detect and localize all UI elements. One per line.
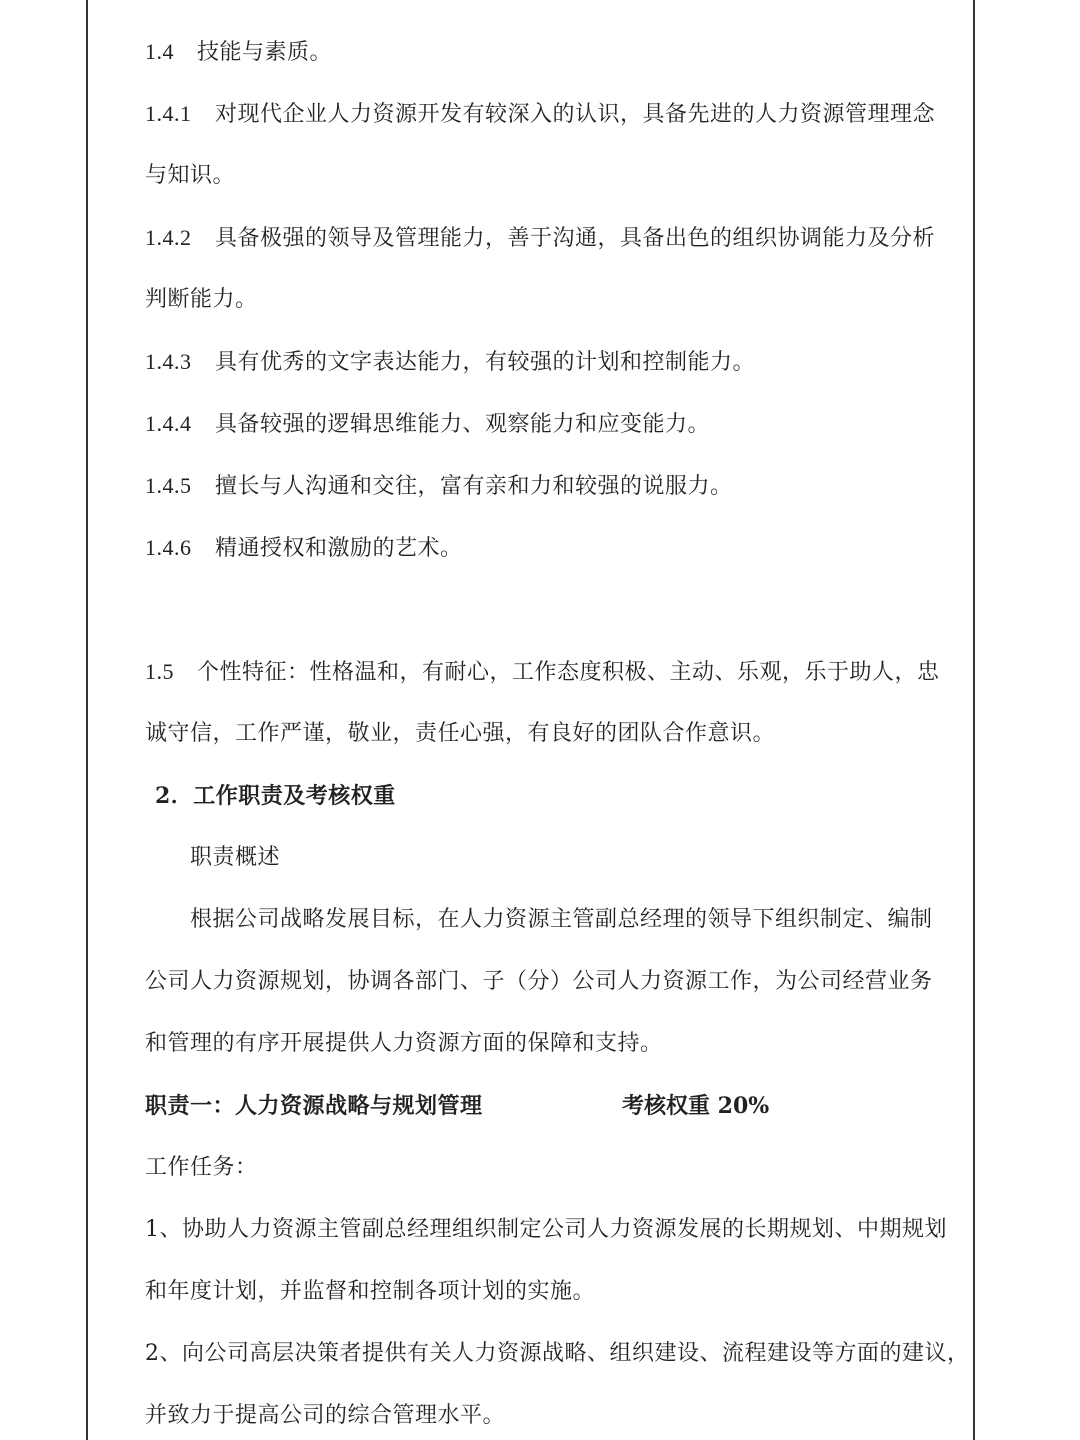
section-1-4-3 [145,347,755,378]
section-number: 1.4.3 [145,349,192,374]
task-1-line-2: 和年度计划，并监督和控制各项计划的实施。 [145,1279,596,1304]
section-1-5 [145,657,940,688]
section-text: 精通授权和激励的艺术。 [215,536,463,561]
section-text: 对现代企业人力资源开发有较深入的认识，具备先进的人力资源管理理念 [215,102,936,127]
tasks-label: 工作任务： [145,1155,258,1180]
task-2-line-1: 2、向公司高层决策者提供有关人力资源战略、组织建设、流程建设等方面的建议， [145,1341,970,1366]
task-1-line-1: 1、协助人力资源主管副总经理组织制定公司人力资源发展的长期规划、中期规划 [145,1217,947,1242]
overview-paragraph-line-3: 和管理的有序开展提供人力资源方面的保障和支持。 [145,1031,663,1056]
section-number: 1.4.4 [145,411,192,436]
overview-paragraph-line-2: 公司人力资源规划，协调各部门、子（分）公司人力资源工作，为公司经营业务 [145,969,933,994]
section-number: 1.4.6 [145,535,192,560]
table-border-right [973,0,975,1440]
section-1-4-6 [145,533,463,564]
section-text: 具备极强的领导及管理能力，善于沟通，具备出色的组织协调能力及分析 [215,226,936,251]
section-1-4-2-continued: 判断能力。 [145,287,258,312]
section-1-4-2 [145,223,935,254]
section-1-4-1 [145,99,935,130]
duty-1-weight: 考核权重 20% [622,1093,770,1119]
duty-1-title: 职责一：人力资源战略与规划管理 [145,1093,483,1119]
section-1-5-continued: 诚守信，工作严谨，敬业，责任心强，有良好的团队合作意识。 [145,721,776,746]
table-border-left [86,0,88,1440]
section-number: 1.4 [145,39,174,64]
section-1-4-5 [145,471,733,502]
section-text: 技能与素质。 [197,40,333,65]
section-text: 具有优秀的文字表达能力，有较强的计划和控制能力。 [215,350,756,375]
section-text: 个性特征：性格温和，有耐心，工作态度积极、主动、乐观，乐于助人，忠 [197,660,940,685]
section-1-4-1-continued: 与知识。 [145,163,236,188]
section-2-heading: 2．工作职责及考核权重 [155,783,396,809]
section-number: 1.4.2 [145,225,192,250]
section-1-4-4 [145,409,710,440]
section-number: 1.4.5 [145,473,192,498]
section-text: 具备较强的逻辑思维能力、观察能力和应变能力。 [215,412,711,437]
section-number: 1.5 [145,659,174,684]
section-number: 1.4.1 [145,101,192,126]
section-1-4 [145,37,332,68]
overview-paragraph-line-1: 根据公司战略发展目标，在人力资源主管副总经理的领导下组织制定、编制 [190,907,933,932]
task-2-line-2: 并致力于提高公司的综合管理水平。 [145,1403,506,1428]
section-text: 擅长与人沟通和交往，富有亲和力和较强的说服力。 [215,474,733,499]
overview-title: 职责概述 [190,845,281,870]
